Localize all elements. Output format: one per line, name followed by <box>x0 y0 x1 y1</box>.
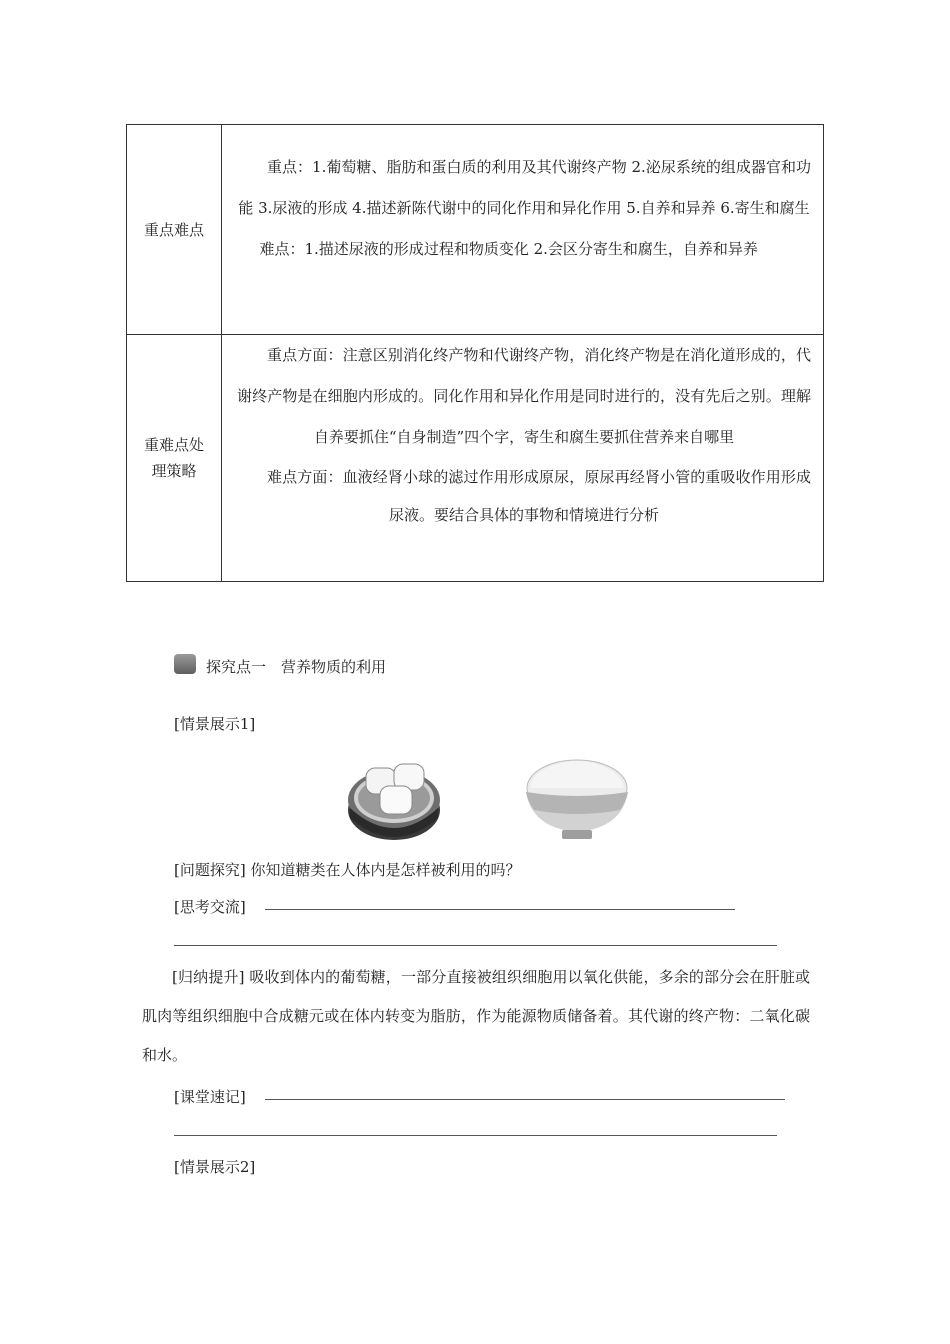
row-content-key-difficult <box>223 125 823 334</box>
scene-label-1: [情景展示1] <box>174 715 256 733</box>
table-row-strategy <box>127 335 823 581</box>
steamed-buns-image <box>344 748 444 844</box>
section-title: 探究点一 营养物质的利用 <box>206 658 387 676</box>
section-marker-icon <box>174 654 196 674</box>
notes-line-2[interactable] <box>174 1135 777 1136</box>
row-content-strategy <box>223 335 823 581</box>
rice-bowl-image <box>522 752 632 844</box>
scene-label-2: [情景展示2] <box>174 1158 256 1176</box>
think-answer-line-2[interactable] <box>174 945 777 946</box>
strategy-key-text: 重点方面：注意区别消化终产物和代谢终产物，消化终产物是在消化道形成的，代谢终产物是在细胞内形成的。同化作用和异化作用是同时进行的，没有先后之别。理解自养要抓住“自身制造”四个字，寄生和腐生要抓住营养来自哪里 <box>237 346 811 446</box>
table-row-key-difficult <box>127 125 823 335</box>
key-points-table <box>126 124 824 582</box>
strategy-difficulty-text: 难点方面：血液经肾小球的滤过作用形成原尿，原尿再经肾小管的重吸收作用形成尿液。要结合具体的事物和情境进行分析 <box>267 468 811 524</box>
row-label-strategy: 重难点处理策略 <box>127 335 222 581</box>
summary-paragraph: [归纳提升] 吸收到体内的葡萄糖，一部分直接被组织细胞用以氧化供能，多余的部分会在肝脏或肌肉等组织细胞中合成糖元或在体内转变为脂肪，作为能源物质储备着。其代谢的终产物：二氧化碳和水。 <box>142 968 810 1064</box>
think-answer-line-1[interactable] <box>265 909 735 910</box>
row-label-key-difficult: 重点难点 <box>127 125 222 334</box>
notes-line-1[interactable] <box>265 1099 785 1100</box>
think-label: [思考交流] <box>174 898 246 916</box>
question-text: [问题探究] 你知道糖类在人体内是怎样被利用的吗？ <box>174 861 521 879</box>
key-points-text: 重点：1.葡萄糖、脂肪和蛋白质的利用及其代谢终产物 2.泌尿系统的组成器官和功能 3.尿液的形成 4.描述新陈代谢中的同化作用和异化作用 5.自养和异养 6.寄生和腐生 <box>238 158 811 217</box>
difficulty-text: 难点：1.描述尿液的形成过程和物质变化 2.会区分寄生和腐生，自养和异养 <box>259 240 758 258</box>
notes-label: [课堂速记] <box>174 1088 246 1106</box>
